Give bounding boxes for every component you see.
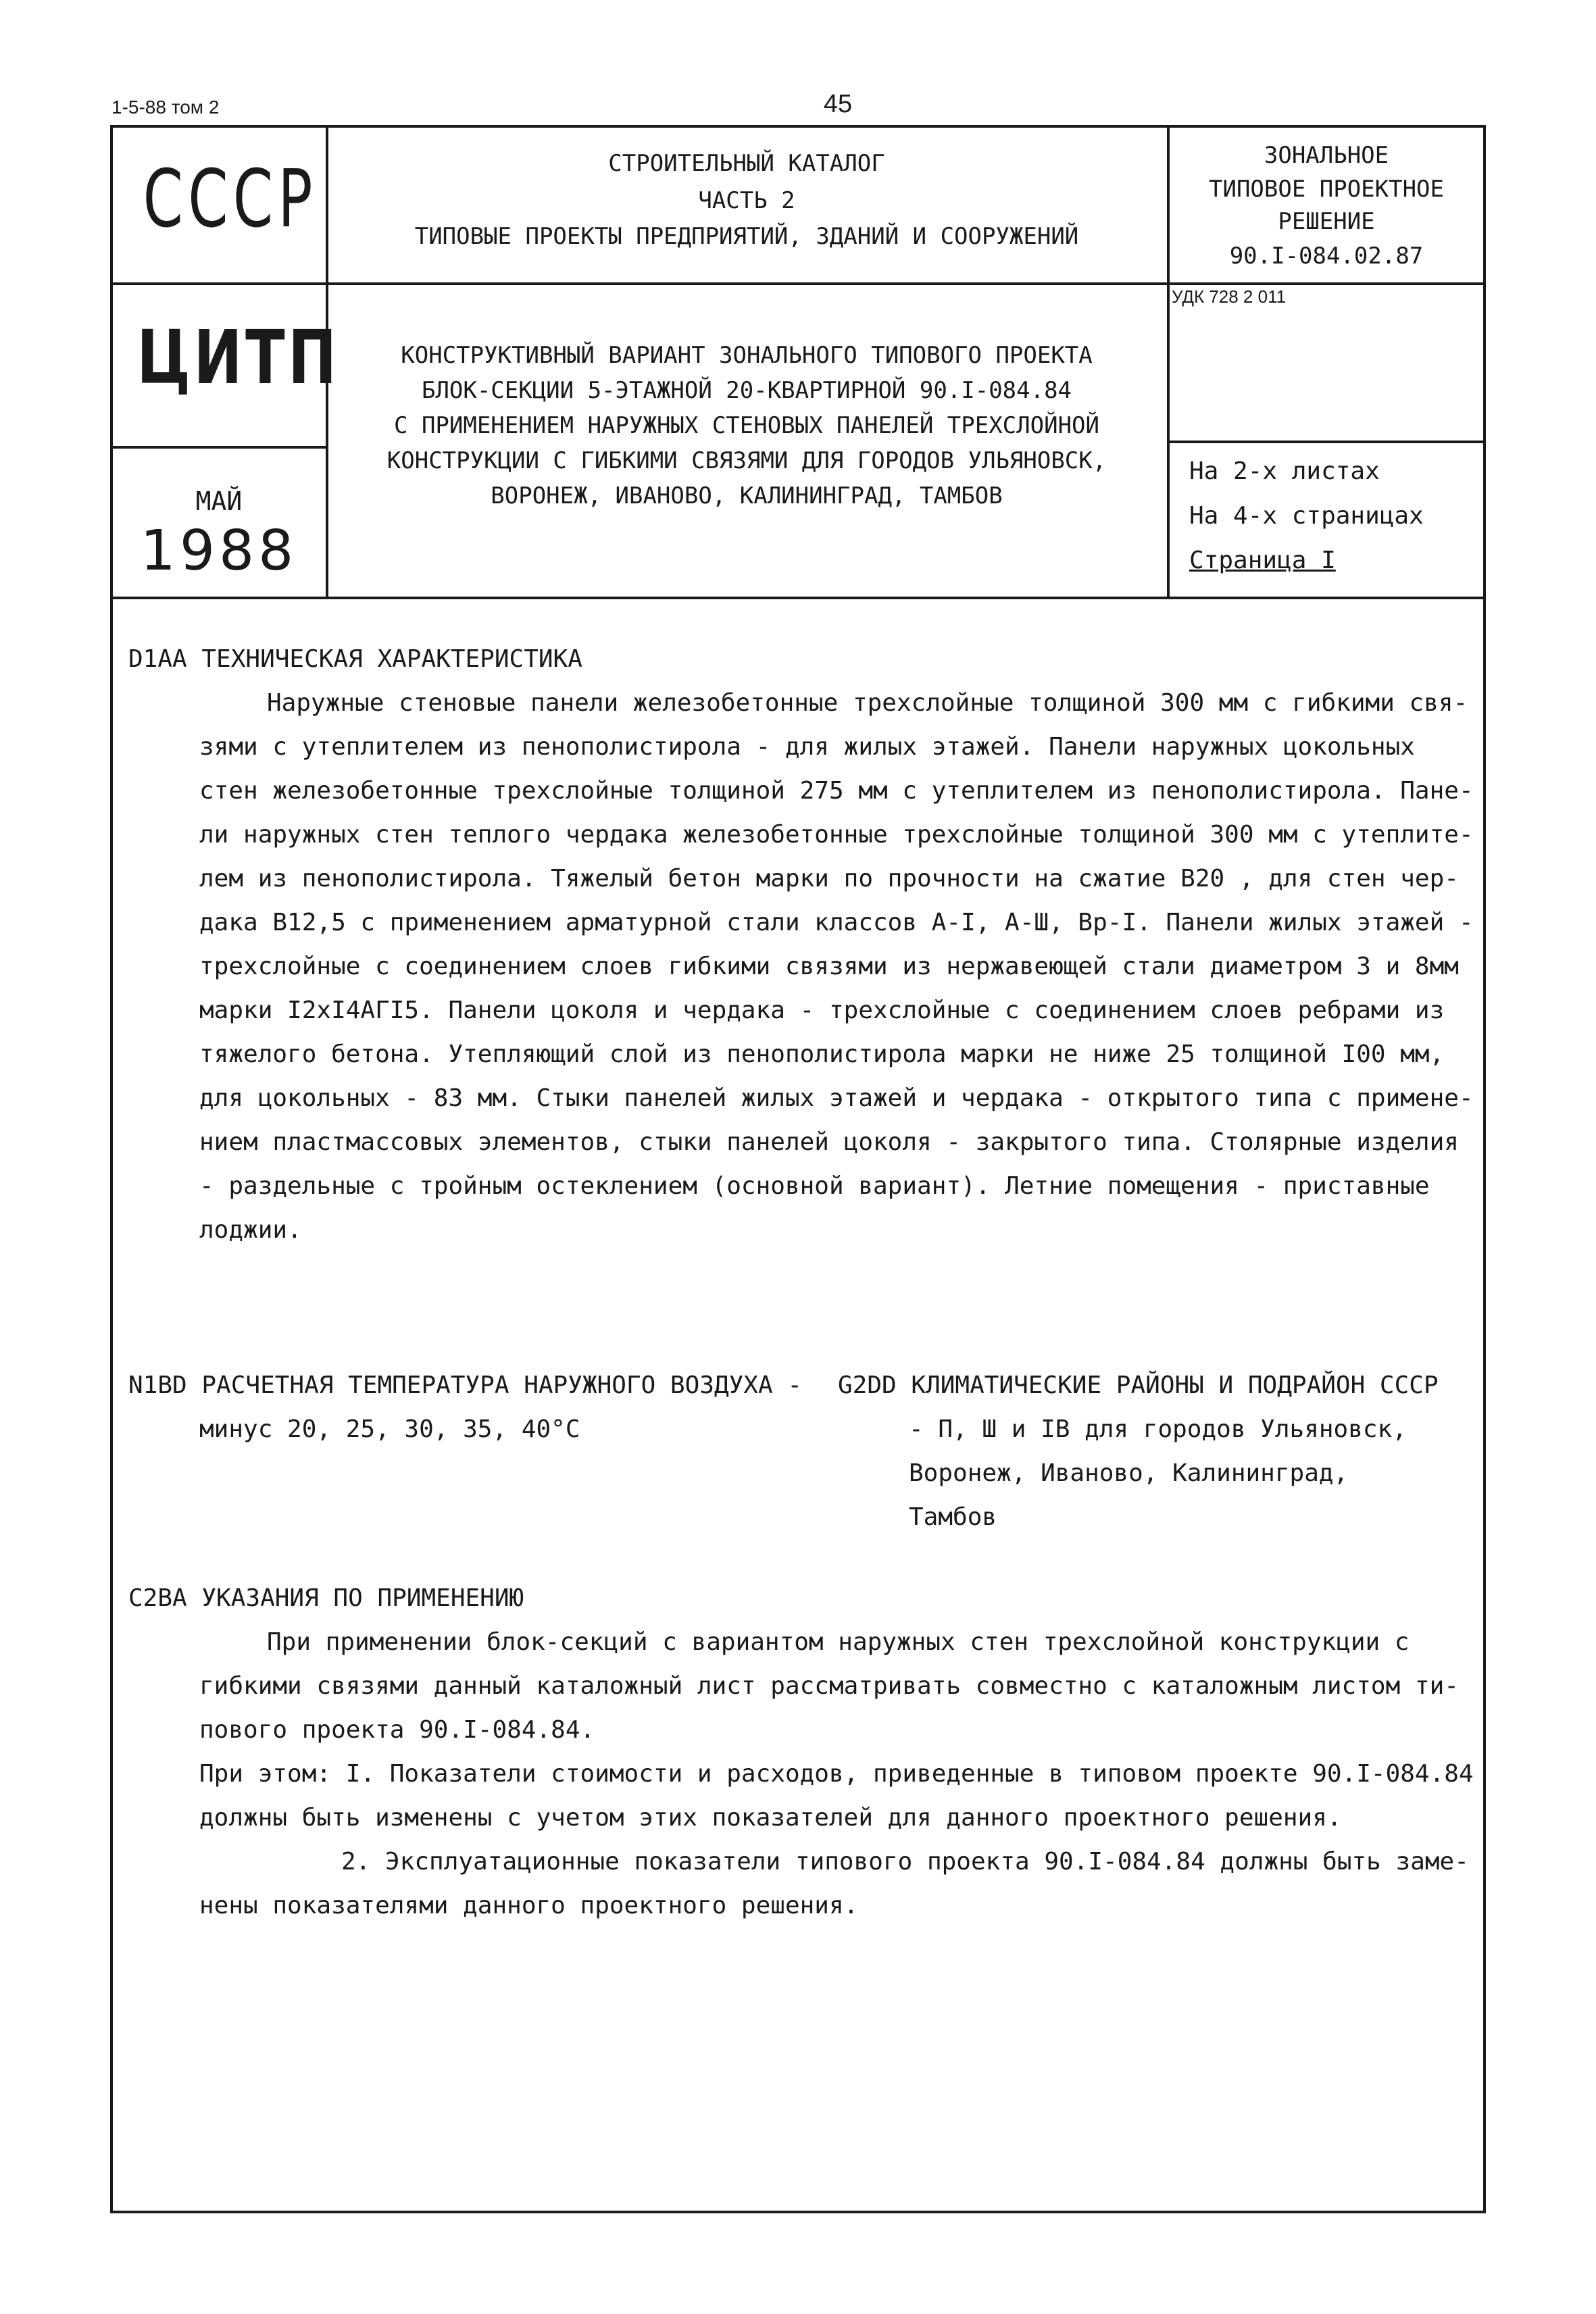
paragraph-line: пового проекта 90.I-084.84. — [199, 1716, 595, 1744]
pages-line: На 4-х страницах — [1189, 502, 1424, 530]
section-heading-tech: D1AA ТЕХНИЧЕСКАЯ ХАРАКТЕРИСТИКА — [128, 645, 582, 673]
title-line: С ПРИМЕНЕНИЕМ НАРУЖНЫХ СТЕНОВЫХ ПАНЕЛЕЙ ТРЕХСЛОЙНОЙ — [394, 412, 1099, 439]
paragraph-line: - раздельные с тройным остеклением (основной вариант). Летние помещения - приставные — [199, 1172, 1430, 1200]
zone-line-3: РЕШЕНИЕ — [1278, 208, 1375, 235]
paragraph-line: должны быть изменены с учетом этих показателей для данного проектного решения. — [199, 1804, 1342, 1832]
title-line: БЛОК-СЕКЦИИ 5-ЭТАЖНОЙ 20-КВАРТИРНОЙ 90.I-084.84 — [421, 377, 1072, 404]
sheets-line: На 2-х листах — [1189, 457, 1380, 485]
paragraph-line: лем из пенополистирола. Тяжелый бетон марки по прочности на сжатие В20 , для стен чер- — [199, 865, 1459, 892]
climate-line: Тамбов — [909, 1503, 997, 1531]
catalog-title: СТРОИТЕЛЬНЫЙ КАТАЛОГ — [608, 150, 885, 177]
temperature-values: минус 20, 25, 30, 35, 40°С — [199, 1415, 580, 1443]
climate-line: Воронеж, Иваново, Калининград, — [909, 1459, 1349, 1487]
zone-line-1: ЗОНАЛЬНОЕ — [1264, 142, 1389, 169]
paragraph-line: дака В12,5 с применением арматурной стали классов А-I, А-Ш, Вр-I. Панели жилых этажей - — [199, 909, 1474, 936]
paragraph-line: для цокольных - 83 мм. Стыки панелей жилых этажей и чердака - открытого типа с примене- — [199, 1084, 1474, 1112]
header-bottom-divider — [110, 597, 1486, 599]
paragraph-line: 2. Эксплуатационные показатели типового проекта 90.I-084.84 должны быть заме- — [341, 1848, 1469, 1876]
paragraph-line: При этом: I. Показатели стоимости и расходов, приведенные в типовом проекте 90.I-084.84 — [199, 1760, 1474, 1788]
zone-line-2: ТИПОВОЕ ПРОЕКТНОЕ — [1209, 176, 1444, 203]
document-title — [328, 338, 1166, 513]
paragraph-line: ли наружных стен теплого чердака железобетонные трехслойные толщиной 300 мм с утеплите- — [199, 821, 1474, 849]
paragraph-line: зями с утеплителем из пенополистирола - для жилых этажей. Панели наружных цокольных — [199, 733, 1415, 761]
country-logo: СССР — [143, 152, 318, 245]
title-line: КОНСТРУКЦИИ С ГИБКИМИ СВЯЗЯМИ ДЛЯ ГОРОДОВ УЛЬЯНОВСК, — [386, 447, 1107, 474]
project-code: 90.I-084.02.87 — [1229, 243, 1424, 270]
issue-month: МАЙ — [195, 486, 243, 516]
page-number: 45 — [823, 90, 853, 118]
section-heading-usage: C2BA УКАЗАНИЯ ПО ПРИМЕНЕНИЮ — [128, 1584, 524, 1612]
sheet-count — [1189, 449, 1424, 583]
org-logo: ЦИТП — [136, 314, 340, 401]
paragraph-line: При применении блок-секций с вариантом наружных стен трехслойной конструкции с — [267, 1628, 1410, 1656]
udk-code: УДК 728 2 011 — [1172, 286, 1287, 307]
paragraph-line: тяжелого бетона. Утепляющий слой из пенополистирола марки не ниже 25 толщиной I00 мм, — [199, 1040, 1445, 1068]
paragraph-line: марки I2хI4АГI5. Панели цоколя и чердака - трехслойные с соединением слоев ребрами из — [199, 997, 1445, 1024]
paragraph-line: Наружные стеновые панели железобетонные трехслойные толщиной 300 мм с гибкими свя- — [267, 689, 1468, 717]
paragraph-line: гибкими связями данный каталожный лист рассматривать совместно с каталожным листом ти- — [199, 1672, 1459, 1700]
catalog-part: ЧАСТЬ 2 — [698, 187, 795, 214]
climate-line: - П, Ш и IВ для городов Ульяновск, — [909, 1415, 1407, 1443]
section-heading-temperature: N1BD РАСЧЕТНАЯ ТЕМПЕРАТУРА НАРУЖНОГО ВОЗДУХА - — [128, 1372, 802, 1399]
section-heading-climate: G2DD КЛИМАТИЧЕСКИЕ РАЙОНЫ И ПОДРАЙОН СССР — [838, 1372, 1439, 1399]
paragraph-line: нием пластмассовых элементов, стыки панелей цоколя - закрытого типа. Столярные изделия — [199, 1128, 1459, 1156]
right-cell-divider — [1167, 441, 1486, 443]
paragraph-line: лоджии. — [199, 1216, 302, 1244]
title-line: КОНСТРУКТИВНЫЙ ВАРИАНТ ЗОНАЛЬНОГО ТИПОВОГО ПРОЕКТА — [401, 342, 1093, 369]
catalog-subtitle: ТИПОВЫЕ ПРОЕКТЫ ПРЕДПРИЯТИЙ, ЗДАНИЙ И СООРУЖЕНИЙ — [414, 223, 1079, 250]
left-cell-divider — [110, 446, 326, 449]
paragraph-line: трехслойные с соединением слоев гибкими связями из нержавеющей стали диаметром 3 и 8мм — [199, 953, 1459, 980]
current-page-line: Страница I — [1189, 547, 1336, 574]
header-row-divider — [110, 282, 1486, 285]
issue-year: 1988 — [140, 519, 298, 583]
document-reference: 1-5-88 том 2 — [111, 97, 220, 118]
title-line: ВОРОНЕЖ, ИВАНОВО, КАЛИНИНГРАД, ТАМБОВ — [491, 482, 1003, 509]
paragraph-line: стен железобетонные трехслойные толщиной 275 мм с утеплителем из пенополистирола. Пане- — [199, 777, 1474, 805]
paragraph-line: нены показателями данного проектного решения. — [199, 1892, 859, 1919]
